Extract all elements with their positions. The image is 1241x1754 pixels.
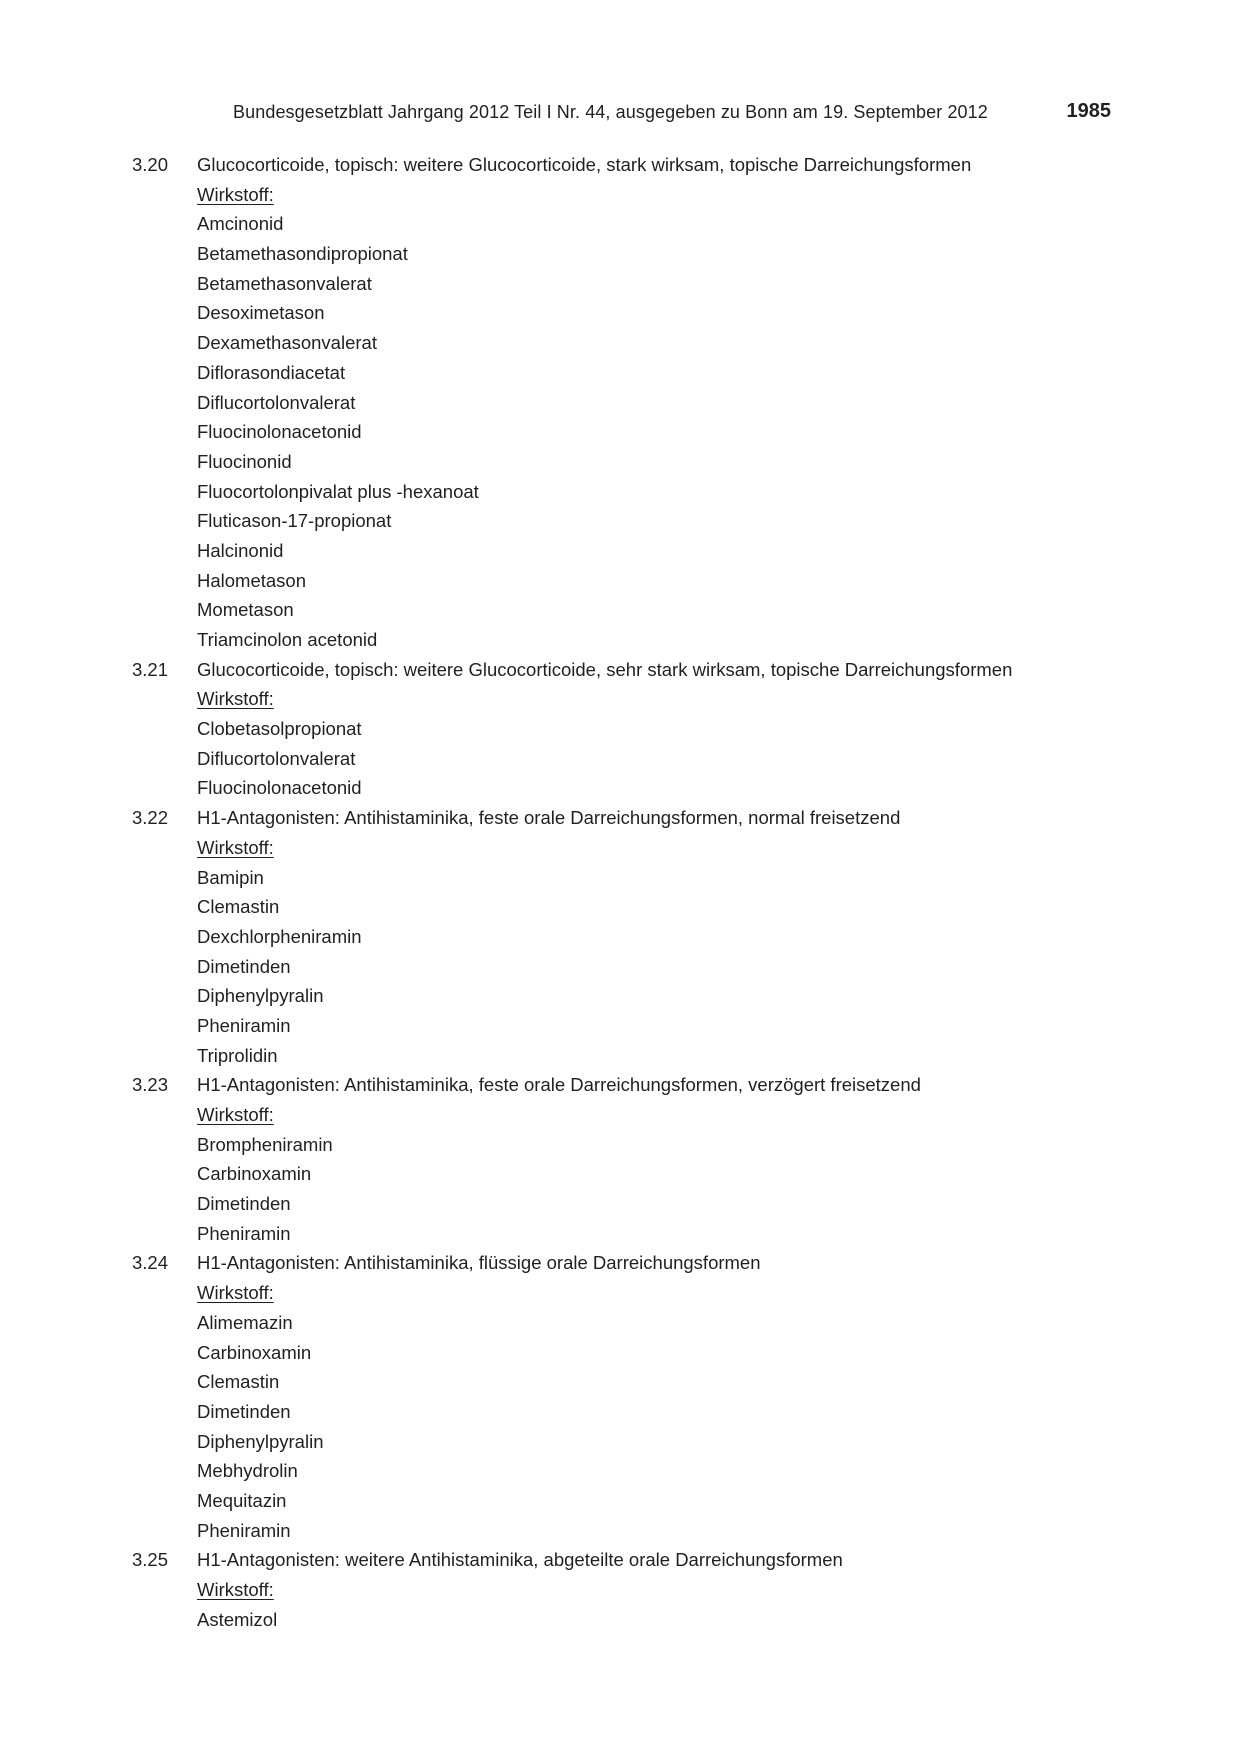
section-number: 3.22 bbox=[132, 807, 169, 829]
substance-name: Halometason bbox=[197, 569, 307, 591]
section-heading bbox=[132, 150, 1112, 180]
list-item bbox=[132, 1397, 1112, 1427]
list-item bbox=[132, 1456, 1112, 1486]
substance-name: Fluocinolonacetonid bbox=[197, 777, 362, 799]
substance-name: Halcinonid bbox=[197, 539, 284, 561]
wirkstoff-label: Wirkstoff: bbox=[197, 183, 274, 205]
wirkstoff-label-line bbox=[132, 684, 1112, 714]
substance-name: Diphenylpyralin bbox=[197, 985, 324, 1007]
list-item bbox=[132, 269, 1112, 299]
substance-name: Brompheniramin bbox=[197, 1133, 333, 1155]
section-number: 3.21 bbox=[132, 658, 169, 680]
section-3-24 bbox=[132, 1248, 1112, 1545]
wirkstoff-label: Wirkstoff: bbox=[197, 1579, 274, 1600]
wirkstoff-label: Wirkstoff: bbox=[197, 1282, 274, 1304]
document-body bbox=[132, 150, 1112, 1634]
substance-name: Amcinonid bbox=[197, 213, 284, 235]
wirkstoff-label-line bbox=[132, 833, 1112, 863]
list-item bbox=[132, 1427, 1112, 1457]
list-item bbox=[132, 298, 1112, 328]
wirkstoff-label: Wirkstoff: bbox=[197, 836, 274, 858]
substance-name: Pheniramin bbox=[197, 1014, 291, 1036]
substance-name: Carbinoxamin bbox=[197, 1163, 312, 1185]
substance-name: Dimetinden bbox=[197, 955, 291, 977]
section-number: 3.25 bbox=[132, 1549, 169, 1571]
list-item bbox=[132, 952, 1112, 982]
section-title: Glucocorticoide, topisch: weitere Glucocorticoide, stark wirksam, topische Darreichungsformen bbox=[197, 154, 972, 175]
list-item bbox=[132, 1011, 1112, 1041]
substance-name: Mebhydrolin bbox=[197, 1460, 298, 1482]
section-heading bbox=[132, 1248, 1112, 1278]
section-title: H1-Antagonisten: Antihistaminika, flüssige orale Darreichungsformen bbox=[197, 1252, 761, 1274]
list-item bbox=[132, 239, 1112, 269]
substance-name: Pheniramin bbox=[197, 1519, 291, 1541]
substance-name: Alimemazin bbox=[197, 1311, 293, 1333]
substance-name: Dexamethasonvalerat bbox=[197, 332, 377, 354]
list-item bbox=[132, 209, 1112, 239]
list-item bbox=[132, 1159, 1112, 1189]
substance-name: Clemastin bbox=[197, 1371, 280, 1393]
list-item bbox=[132, 1338, 1112, 1368]
section-3-23 bbox=[132, 1070, 1112, 1248]
section-title: Glucocorticoide, topisch: weitere Glucocorticoide, sehr stark wirksam, topische Darreichungsformen bbox=[197, 658, 1013, 680]
substance-name: Bamipin bbox=[197, 866, 264, 888]
list-item bbox=[132, 1219, 1112, 1249]
list-item bbox=[132, 595, 1112, 625]
substance-name: Diflorasondiacetat bbox=[197, 361, 346, 383]
list-item bbox=[132, 1308, 1112, 1338]
list-item bbox=[132, 328, 1112, 358]
wirkstoff-label: Wirkstoff: bbox=[197, 688, 274, 710]
list-item bbox=[132, 1041, 1112, 1071]
header-title: Bundesgesetzblatt Jahrgang 2012 Teil I Nr. 44, ausgegeben zu Bonn am 19. September 2012 bbox=[233, 102, 988, 122]
wirkstoff-label-line bbox=[132, 1575, 1112, 1605]
section-title: H1-Antagonisten: weitere Antihistaminika, abgeteilte orale Darreichungsformen bbox=[197, 1549, 843, 1571]
wirkstoff-label-line bbox=[132, 180, 1112, 210]
section-3-22 bbox=[132, 803, 1112, 1070]
list-item bbox=[132, 625, 1112, 655]
list-item bbox=[132, 1605, 1112, 1635]
list-item bbox=[132, 1130, 1112, 1160]
section-3-25 bbox=[132, 1545, 1112, 1634]
page-header bbox=[233, 100, 1111, 126]
list-item bbox=[132, 1367, 1112, 1397]
substance-name: Betamethasondipropionat bbox=[197, 243, 408, 265]
substance-name: Pheniramin bbox=[197, 1222, 291, 1244]
list-item bbox=[132, 506, 1112, 536]
list-item bbox=[132, 922, 1112, 952]
list-item bbox=[132, 892, 1112, 922]
substance-name: Carbinoxamin bbox=[197, 1341, 312, 1363]
section-heading bbox=[132, 803, 1112, 833]
substance-name: Mequitazin bbox=[197, 1489, 287, 1511]
list-item bbox=[132, 773, 1112, 803]
section-heading bbox=[132, 655, 1112, 685]
substance-name: Diflucortolonvalerat bbox=[197, 391, 356, 413]
section-heading bbox=[132, 1070, 1112, 1100]
substance-name: Fluocinonid bbox=[197, 450, 292, 472]
substance-name: Fluocortolonpivalat plus -hexanoat bbox=[197, 480, 479, 502]
list-item bbox=[132, 477, 1112, 507]
section-number: 3.23 bbox=[132, 1074, 169, 1096]
substance-name: Astemizol bbox=[197, 1608, 278, 1630]
substance-name: Desoximetason bbox=[197, 302, 325, 324]
page-number: 1985 bbox=[1066, 100, 1111, 122]
list-item bbox=[132, 358, 1112, 388]
list-item bbox=[132, 981, 1112, 1011]
section-number: 3.24 bbox=[132, 1252, 169, 1274]
substance-name: Fluticason-17-propionat bbox=[197, 510, 392, 532]
section-number: 3.20 bbox=[132, 154, 169, 175]
wirkstoff-label: Wirkstoff: bbox=[197, 1104, 274, 1125]
section-title: H1-Antagonisten: Antihistaminika, feste orale Darreichungsformen, verzögert freisetzend bbox=[197, 1074, 921, 1096]
list-item bbox=[132, 714, 1112, 744]
list-item bbox=[132, 744, 1112, 774]
list-item bbox=[132, 1516, 1112, 1546]
substance-name: Dimetinden bbox=[197, 1193, 291, 1215]
list-item bbox=[132, 1486, 1112, 1516]
substance-name: Dexchlorpheniramin bbox=[197, 925, 362, 947]
list-item bbox=[132, 417, 1112, 447]
wirkstoff-label-line bbox=[132, 1100, 1112, 1130]
substance-name: Diphenylpyralin bbox=[197, 1430, 324, 1452]
list-item bbox=[132, 863, 1112, 893]
substance-name: Triamcinolon acetonid bbox=[197, 629, 378, 650]
substance-name: Fluocinolonacetonid bbox=[197, 421, 362, 443]
list-item bbox=[132, 536, 1112, 566]
substance-name: Dimetinden bbox=[197, 1400, 291, 1422]
substance-name: Betamethasonvalerat bbox=[197, 272, 372, 294]
wirkstoff-label-line bbox=[132, 1278, 1112, 1308]
list-item bbox=[132, 388, 1112, 418]
section-title: H1-Antagonisten: Antihistaminika, feste orale Darreichungsformen, normal freisetzend bbox=[197, 807, 901, 829]
section-3-20 bbox=[132, 150, 1112, 655]
substance-name: Mometason bbox=[197, 599, 294, 621]
substance-name: Diflucortolonvalerat bbox=[197, 747, 356, 769]
section-heading bbox=[132, 1545, 1112, 1575]
list-item bbox=[132, 447, 1112, 477]
section-3-21 bbox=[132, 655, 1112, 803]
substance-name: Clobetasolpropionat bbox=[197, 718, 362, 740]
list-item bbox=[132, 1189, 1112, 1219]
list-item bbox=[132, 566, 1112, 596]
substance-name: Clemastin bbox=[197, 896, 280, 918]
substance-name: Triprolidin bbox=[197, 1044, 278, 1066]
